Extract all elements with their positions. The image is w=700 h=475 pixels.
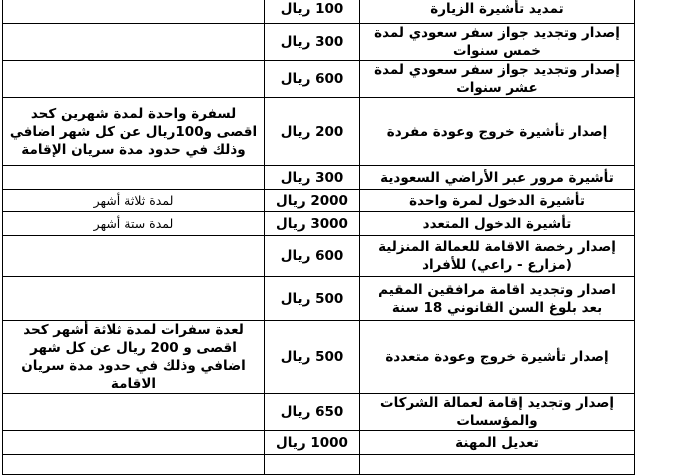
table-row [3,431,635,455]
table-row [3,455,635,475]
service-cell: تأشيرة الدخول لمرة واحدة [360,190,635,212]
fees-table-body [3,0,635,475]
table-row [3,394,635,431]
price-cell: 200 ريال [265,98,360,166]
service-cell: إصدار تأشيرة خروج وعودة متعددة [360,321,635,394]
table-row [3,190,635,212]
price-cell: 500 ريال [265,277,360,321]
price-cell: 1000 ريال [265,431,360,455]
note-cell [3,24,265,61]
note-cell: لمدة ستة أشهر [3,212,265,236]
price-cell: 100 ريال [265,0,360,24]
note-cell [3,0,265,24]
service-cell: إصدار وتجديد إقامة لعمالة الشركات والمؤسسات [360,394,635,431]
note-cell [3,277,265,321]
table-row [3,61,635,98]
table-row [3,98,635,166]
note-cell [3,455,265,475]
price-cell: 300 ريال [265,166,360,190]
price-cell: 600 ريال [265,61,360,98]
note-cell [3,394,265,431]
price-cell: 650 ريال [265,394,360,431]
table-row [3,321,635,394]
service-cell: إصدار وتجديد جواز سفر سعودي لمدة عشر سنوات [360,61,635,98]
note-cell: لعدة سفرات لمدة ثلاثة أشهر كحد اقصى و 200 ريال عن كل شهر اضافي وذلك في حدود مدة سريان الاقامة [3,321,265,394]
service-cell: تمديد تأشيرة الزيارة [360,0,635,24]
note-cell: لسفرة واحدة لمدة شهرين كحد اقصى و100ريال عن كل شهر اضافي وذلك في حدود مدة سريان الإقامة [3,98,265,166]
note-cell [3,431,265,455]
price-cell: 2000 ريال [265,190,360,212]
price-cell: 600 ريال [265,236,360,277]
service-cell: إصدار تأشيرة خروج وعودة مفردة [360,98,635,166]
service-cell: إصدار وتجديد جواز سفر سعودي لمدة خمس سنوات [360,24,635,61]
price-cell: 500 ريال [265,321,360,394]
price-cell: 300 ريال [265,24,360,61]
service-cell: تأشيرة الدخول المتعدد [360,212,635,236]
note-cell: لمدة ثلاثة أشهر [3,190,265,212]
service-cell: تأشيرة مرور عبر الأراضي السعودية [360,166,635,190]
price-cell: 3000 ريال [265,212,360,236]
service-cell: تعديل المهنة [360,431,635,455]
note-cell [3,236,265,277]
fees-table [2,0,635,475]
table-row [3,212,635,236]
table-row [3,236,635,277]
price-cell [265,455,360,475]
service-cell: إصدار رخصة الاقامة للعمالة المنزلية (مزارع - راعي) للأفراد [360,236,635,277]
table-row [3,0,635,24]
table-row [3,24,635,61]
note-cell [3,166,265,190]
service-cell: اصدار وتجديد اقامة مرافقين المقيم بعد بلوغ السن القانوني 18 سنة [360,277,635,321]
service-cell [360,455,635,475]
note-cell [3,61,265,98]
table-row [3,277,635,321]
table-row [3,166,635,190]
